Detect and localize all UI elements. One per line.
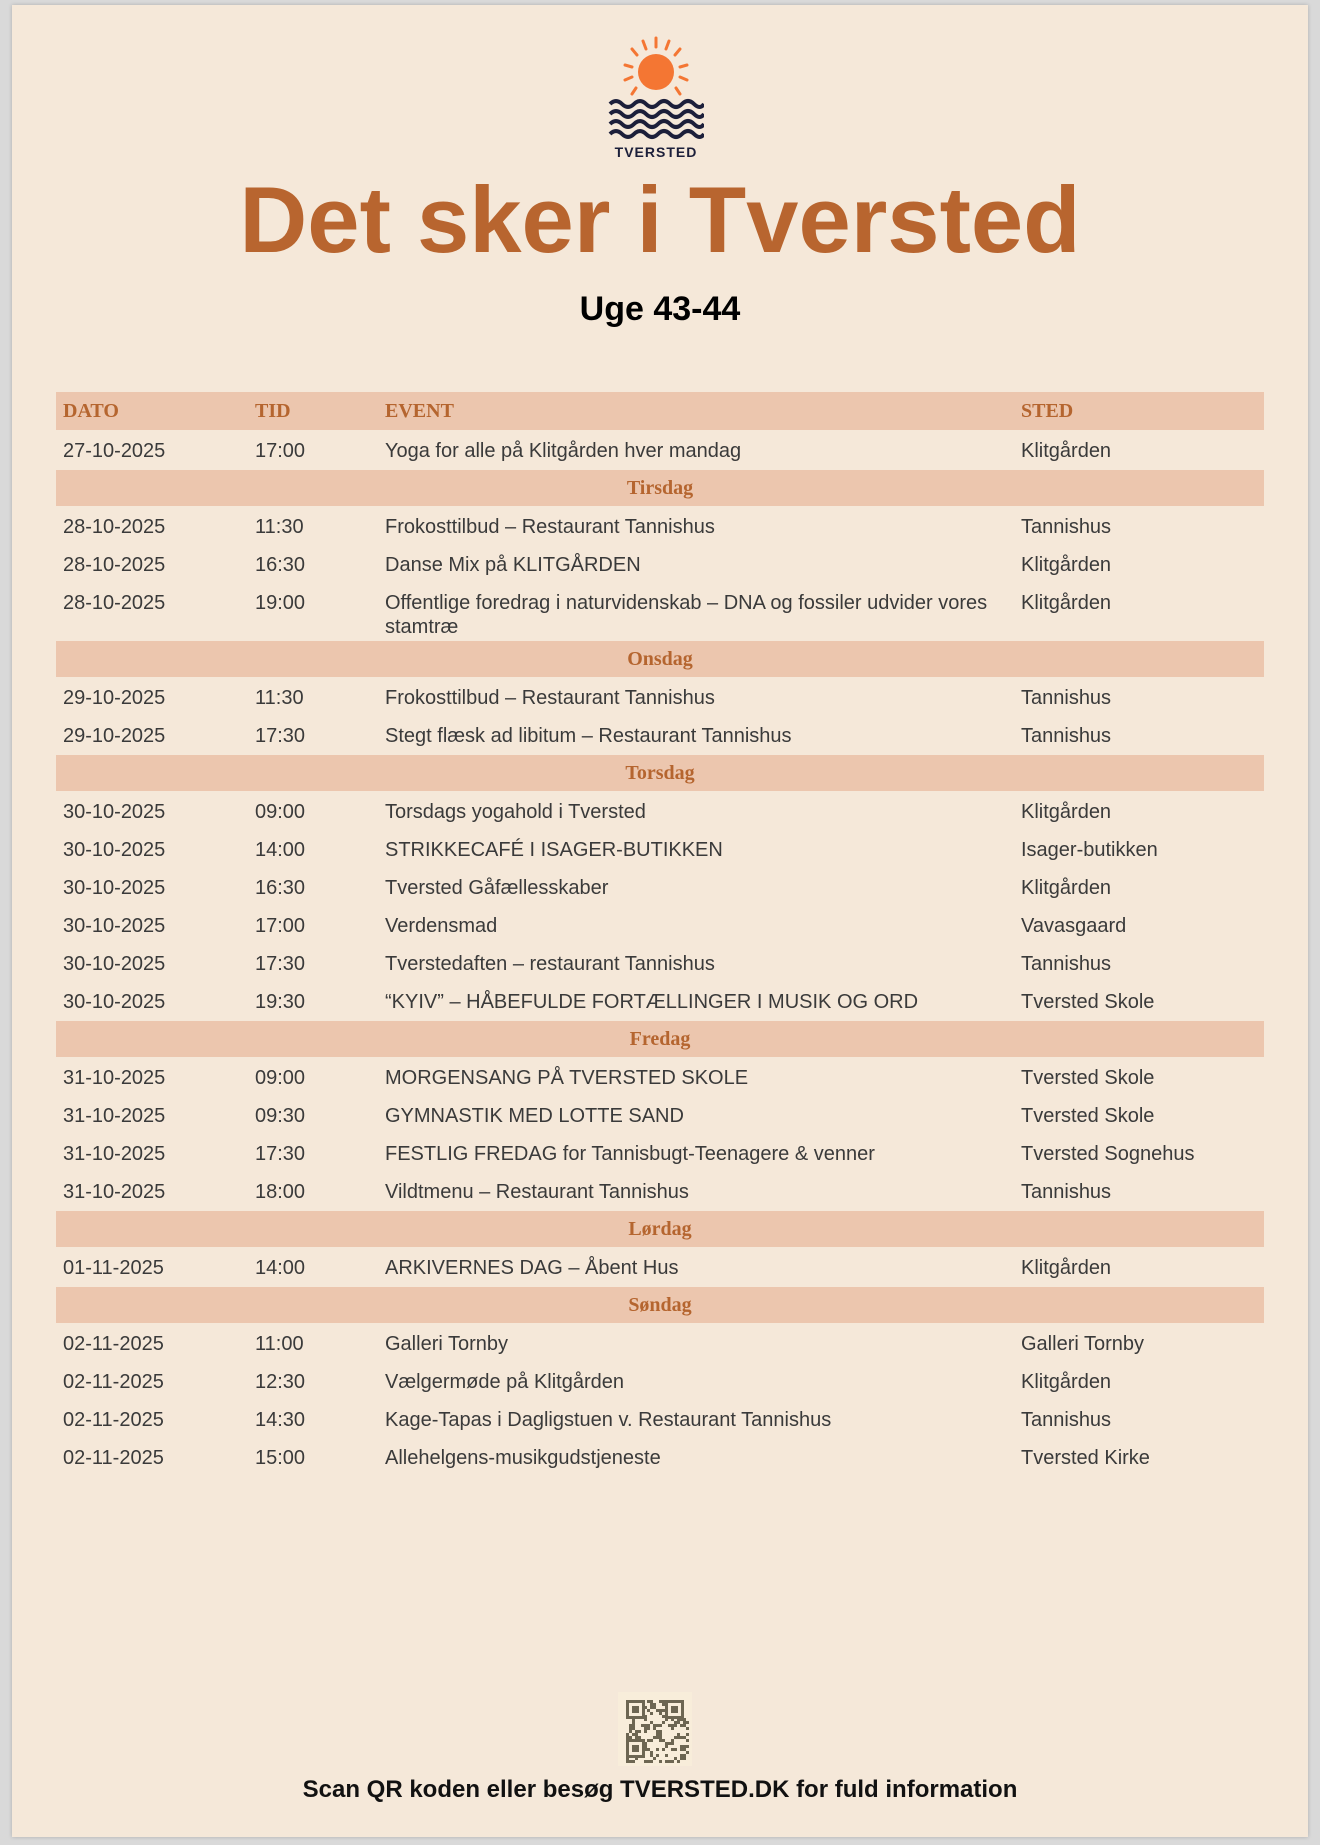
event-time: 09:00 [255, 1067, 306, 1089]
event-name: Frokosttilbud – Restaurant Tannishus [385, 687, 715, 709]
event-date: 02-11-2025 [63, 1447, 164, 1469]
table-row [56, 546, 1264, 582]
event-name: Tverstedaften – restaurant Tannishus [385, 953, 715, 975]
table-row [56, 1439, 1264, 1475]
day-label: Tirsdag [56, 470, 1264, 506]
event-date: 30-10-2025 [63, 953, 166, 975]
event-place: Tversted Sognehus [1021, 1143, 1195, 1165]
event-place: Klitgården [1021, 554, 1112, 576]
table-row [56, 508, 1264, 544]
event-date: 01-11-2025 [63, 1257, 164, 1279]
event-name: Allehelgens-musikgudstjeneste [385, 1447, 661, 1469]
table-row [56, 1249, 1264, 1285]
event-date: 31-10-2025 [63, 1143, 166, 1165]
event-place: Tversted Kirke [1021, 1447, 1150, 1469]
event-name: Tversted Gåfællesskaber [385, 877, 609, 899]
event-time: 19:30 [255, 991, 306, 1013]
event-time: 09:00 [255, 801, 306, 823]
day-label: Torsdag [56, 755, 1264, 791]
event-time: 16:30 [255, 877, 306, 899]
day-label: Søndag [56, 1287, 1264, 1323]
event-place: Tannishus [1021, 1181, 1112, 1203]
day-label: Lørdag [56, 1211, 1264, 1247]
event-date: 28-10-2025 [63, 516, 166, 538]
event-place: Tversted Skole [1021, 991, 1155, 1013]
header-time: TID [248, 392, 378, 430]
event-date: 30-10-2025 [63, 877, 166, 899]
event-time: 11:30 [255, 687, 304, 709]
table-row [56, 679, 1264, 715]
event-place: Tversted Skole [1021, 1105, 1155, 1127]
table-row [56, 1059, 1264, 1095]
event-date: 28-10-2025 [63, 592, 166, 614]
table-row [56, 584, 1264, 639]
header-date: DATO [56, 392, 248, 430]
event-time: 17:30 [255, 1143, 306, 1165]
event-place: Klitgården [1021, 877, 1112, 899]
day-label: Fredag [56, 1021, 1264, 1057]
events-table [56, 390, 1264, 1477]
event-name: Kage-Tapas i Dagligstuen v. Restaurant Tannishus [385, 1409, 832, 1431]
event-date: 31-10-2025 [63, 1181, 166, 1203]
day-separator-row [56, 470, 1264, 506]
event-name: MORGENSANG PÅ TVERSTED SKOLE [385, 1067, 749, 1089]
table-row [56, 1363, 1264, 1399]
day-label: Onsdag [56, 641, 1264, 677]
event-name: Offentlige foredrag i naturvidenskab – DNA og fossiler udvider vores stamtræ [385, 592, 988, 638]
event-name: Danse Mix på KLITGÅRDEN [385, 554, 641, 576]
event-place: Tannishus [1021, 687, 1112, 709]
event-date: 30-10-2025 [63, 839, 166, 861]
tversted-logo [608, 34, 704, 162]
event-name: STRIKKECAFÉ I ISAGER-BUTIKKEN [385, 839, 723, 861]
event-place: Klitgården [1021, 1257, 1112, 1279]
event-date: 30-10-2025 [63, 991, 166, 1013]
event-time: 18:00 [255, 1181, 306, 1203]
event-time: 14:00 [255, 839, 306, 861]
event-name: GYMNASTIK MED LOTTE SAND [385, 1105, 684, 1127]
table-row [56, 793, 1264, 829]
event-place: Klitgården [1021, 1371, 1112, 1393]
table-row [56, 983, 1264, 1019]
day-separator-row [56, 755, 1264, 791]
event-date: 31-10-2025 [63, 1105, 166, 1127]
event-date: 27-10-2025 [63, 440, 166, 462]
event-date: 30-10-2025 [63, 801, 166, 823]
sun-waves-icon [608, 34, 704, 144]
event-time: 14:30 [255, 1409, 306, 1431]
event-time: 15:00 [255, 1447, 306, 1469]
qr-code-icon [618, 1692, 692, 1766]
event-time: 17:00 [255, 440, 306, 462]
week-subtitle: Uge 43-44 [579, 290, 741, 328]
event-time: 17:00 [255, 915, 306, 937]
event-name: Torsdags yogahold i Tversted [385, 801, 646, 823]
event-name: “KYIV” – HÅBEFULDE FORTÆLLINGER I MUSIK OG ORD [385, 991, 919, 1013]
event-date: 02-11-2025 [63, 1371, 164, 1393]
table-row [56, 1401, 1264, 1437]
event-time: 09:30 [255, 1105, 306, 1127]
header-event: EVENT [378, 392, 1014, 430]
event-date: 02-11-2025 [63, 1409, 164, 1431]
event-name: Yoga for alle på Klitgården hver mandag [385, 440, 742, 462]
event-place: Tannishus [1021, 1409, 1112, 1431]
day-separator-row [56, 1211, 1264, 1247]
event-time: 19:00 [255, 592, 306, 614]
event-place: Klitgården [1021, 801, 1112, 823]
event-date: 02-11-2025 [63, 1333, 164, 1355]
event-place: Klitgården [1021, 440, 1112, 462]
qr-code[interactable] [618, 1692, 692, 1766]
event-place: Tannishus [1021, 725, 1112, 747]
event-date: 31-10-2025 [63, 1067, 166, 1089]
table-row [56, 432, 1264, 468]
table-row [56, 1173, 1264, 1209]
page-title: Det sker i Tversted [239, 167, 1081, 272]
day-separator-row [56, 1021, 1264, 1057]
table-row [56, 1325, 1264, 1361]
event-date: 30-10-2025 [63, 915, 166, 937]
event-date: 29-10-2025 [63, 725, 166, 747]
event-name: Vælgermøde på Klitgården [385, 1371, 625, 1393]
day-separator-row [56, 641, 1264, 677]
event-place: Galleri Tornby [1021, 1333, 1145, 1355]
event-place: Tversted Skole [1021, 1067, 1155, 1089]
event-name: Frokosttilbud – Restaurant Tannishus [385, 516, 715, 538]
event-name: Galleri Tornby [385, 1333, 509, 1355]
event-name: ARKIVERNES DAG – Åbent Hus [385, 1257, 679, 1279]
event-place: Tannishus [1021, 516, 1112, 538]
event-name: Stegt flæsk ad libitum – Restaurant Tannishus [385, 725, 792, 747]
table-row [56, 1135, 1264, 1171]
event-date: 29-10-2025 [63, 687, 166, 709]
table-row [56, 907, 1264, 943]
event-time: 12:30 [255, 1371, 306, 1393]
event-time: 14:00 [255, 1257, 306, 1279]
table-row [56, 945, 1264, 981]
event-name: FESTLIG FREDAG for Tannisbugt-Teenagere & venner [385, 1143, 875, 1165]
logo-text: TVERSTED [614, 144, 698, 160]
day-separator-row [56, 1287, 1264, 1323]
table-row [56, 831, 1264, 867]
event-name: Verdensmad [385, 915, 498, 937]
event-time: 17:30 [255, 953, 306, 975]
table-row [56, 869, 1264, 905]
event-place: Isager-butikken [1021, 839, 1158, 861]
event-time: 16:30 [255, 554, 306, 576]
event-time: 11:30 [255, 516, 304, 538]
event-place: Tannishus [1021, 953, 1112, 975]
event-name: Vildtmenu – Restaurant Tannishus [385, 1181, 689, 1203]
event-time: 17:30 [255, 725, 306, 747]
footer-text: Scan QR koden eller besøg TVERSTED.DK for fuld information [302, 1776, 1018, 1803]
event-place: Vavasgaard [1021, 915, 1127, 937]
table-header-row [56, 392, 1264, 430]
table-row [56, 1097, 1264, 1133]
table-row [56, 717, 1264, 753]
event-place: Klitgården [1021, 592, 1112, 614]
event-date: 28-10-2025 [63, 554, 166, 576]
header-place: STED [1014, 392, 1264, 430]
event-time: 11:00 [255, 1333, 304, 1355]
